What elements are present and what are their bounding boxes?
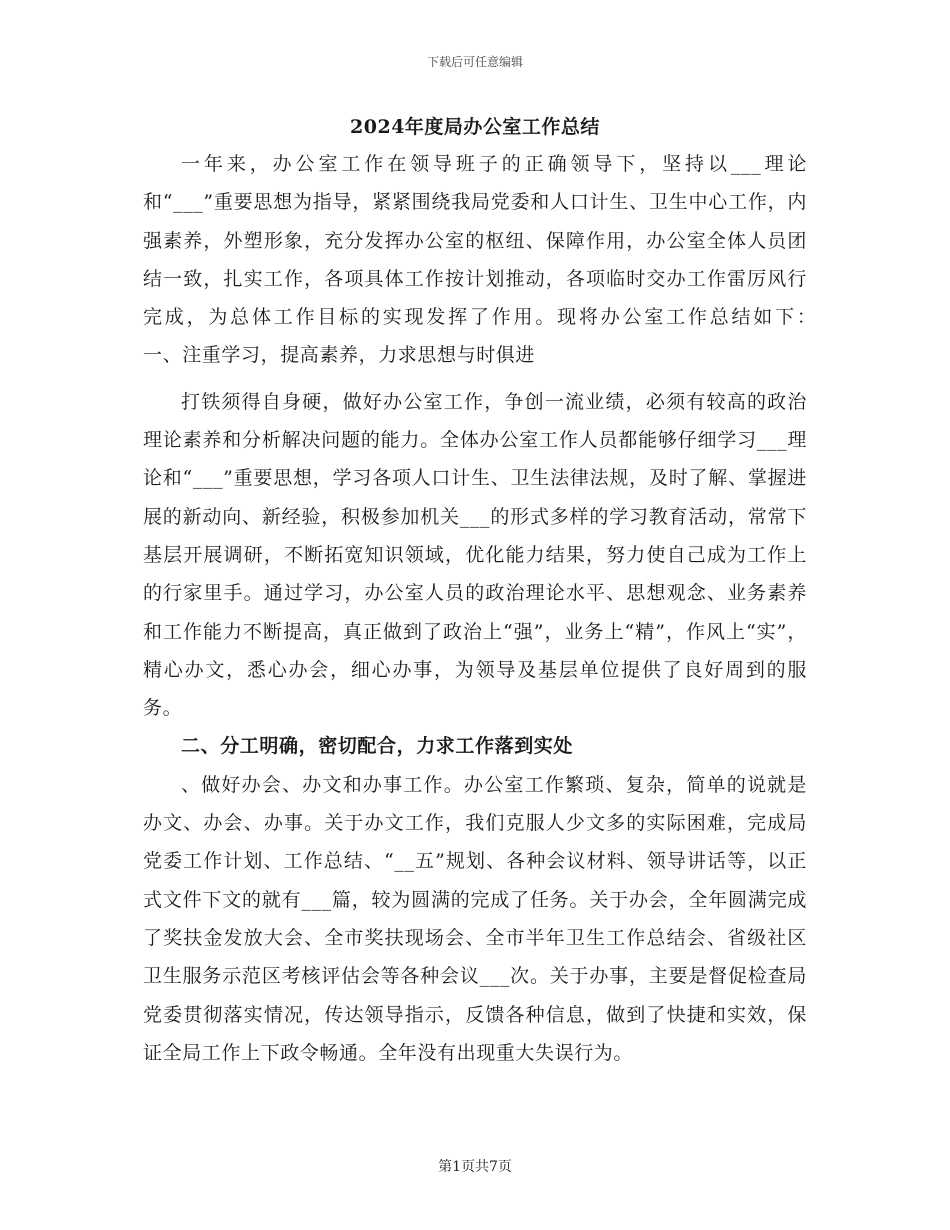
page-number: 第1页共7页 [438, 1159, 512, 1175]
paragraph-study: 打铁须得自身硬，做好办公室工作，争创一流业绩，必须有较高的政治理论素养和分析解决问题的能力。全体办公室工作人员都能够仔细学习___理论和“___”重要思想，学习各项人口计生、卫生法律法规，及时了解、掌握进展的新动向、新经验，积极参加机关___的形式多样的学习教育活动，常常下基层开展调研，不断拓宽知识领域，优化能力结果，努力使自己成为工作上的行家里手。通过学习，办公室人员的政治理论水平、思想观念、业务素养和工作能力不断提高，真正做到了政治上“强”，业务上“精”，作风上“实”，精心办文，悉心办会，细心办事，为领导及基层单位提供了良好周到的服务。 [143, 390, 807, 720]
paragraph-intro: 一年来，办公室工作在领导班子的正确领导下，坚持以___理论和“___”重要思想为指导，紧紧围绕我局党委和人口计生、卫生中心工作，内强素养，外塑形象，充分发挥办公室的枢纽、保障作用，办公室全体人员团结一致，扎实工作，各项具体工作按计划推动，各项临时交办工作雷厉风行完成，为总体工作目标的实现发挥了作用。现将办公室工作总结如下： 一、注重学习，提高素养，力求思想与时俱进 [143, 153, 847, 367]
paragraph-office-work: 、做好办会、办文和办事工作。办公室工作繁琐、复杂，简单的说就是办文、办会、办事。关于办文工作，我们克服人少文多的实际困难，完成局党委工作计划、工作总结、“__五”规划、各种会议材料、领导讲话等，以正式文件下文的就有___篇，较为圆满的完成了任务。关于办会，全年圆满完成了奖扶金发放大会、全市奖扶现场会、全市半年卫生工作总结会、省级社区卫生服务示范区考核评估会等各种会议___次。关于办事，主要是督促检查局党委贯彻落实情况，传达领导指示，反馈各种信息，做到了快捷和实效，保证全局工作上下政令畅通。全年没有出现重大失误行为。 [143, 773, 807, 1064]
header-note: 下载后可任意编辑 [426, 55, 523, 69]
document-title: 2024年度局办公室工作总结 [350, 116, 600, 138]
document-body [143, 145, 847, 1072]
section-heading-2: 二、分工明确，密切配合，力求工作落到实处 [181, 735, 574, 758]
